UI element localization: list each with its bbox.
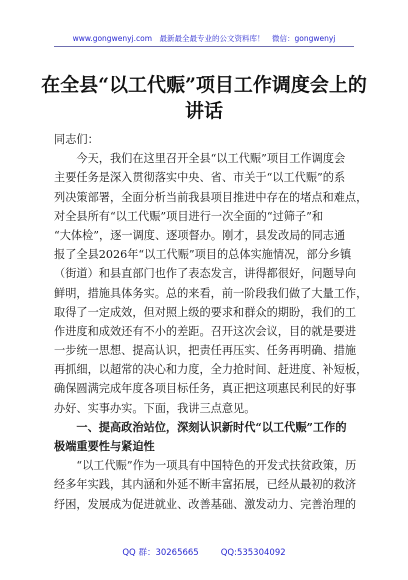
document-body: [54, 130, 368, 514]
body-line: 办好、实事办实。下面，我讲三点意见。: [54, 401, 256, 415]
body-line: 作进度和成效还有不小的差距。召开这次会议，目的就是要进: [54, 324, 357, 338]
body-line: “大体检”，逐一调度、逐项督办。刚才，县发改局的同志通: [54, 228, 346, 242]
body-line: “以工代赈”作为一项具有中国特色的开发式扶贫政策，历: [54, 459, 357, 473]
body-line: 报了全县2026年“以工代赈”项目的总体实施情况，部分乡镇: [54, 248, 352, 262]
body-line: 纾困，发展成为促进就业、改善基础、激发动力、完善治理的: [54, 497, 357, 511]
body-line: 对全县所有“以工代赈”项目进行一次全面的“过筛子”和: [54, 209, 324, 223]
body-line: 鲜明，措施具体务实。总的来看，前一阶段我们做了大量工作，: [54, 286, 368, 300]
site-footer: [0, 546, 408, 558]
section-heading: 一、提高政治站位，深刻认识新时代“以工代赈”工作的: [54, 419, 347, 434]
qq-group: QQ 群：30265665: [122, 548, 199, 558]
body-line: 取得了一定成效，但对照上级的要求和群众的期盼，我们的工: [54, 305, 357, 319]
body-line: 再抓细，以超常的决心和力度，全力抢时间、赶进度、补短板，: [54, 363, 368, 377]
title-line-1: 在全县“以工代赈”项目工作调度会上的: [41, 74, 367, 96]
header-divider: [54, 46, 354, 47]
title-line-2: 讲话: [184, 100, 223, 122]
body-line: 经多年实践，其内涵和外延不断丰富拓展，已经从最初的救济: [54, 478, 357, 492]
site-header: www.gongwenyj.com 最新最全最专业的公文资料库！ 微信：gongwenyj: [72, 34, 336, 43]
body-line: 列决策部署，全面分析当前我县项目推进中存在的堵点和难点，: [54, 190, 368, 204]
qq-contact: QQ:535304092: [220, 548, 286, 558]
salutation: 同志们：: [54, 133, 99, 146]
document-title: [40, 72, 368, 124]
body-line: 确保圆满完成年度各项目标任务，真正把这项惠民利民的好事: [54, 382, 357, 396]
body-line: 今天，我们在这里召开全县“以工代赈”项目工作调度会: [54, 152, 346, 166]
body-line: （街道）和县直部门也作了表态发言，讲得都很好，问题导向: [54, 267, 357, 281]
body-line: 主要任务是深入贯彻落实中央、省、市关于“以工代赈”的系: [54, 171, 346, 185]
section-heading-cont: 极端重要性与紧迫性: [54, 439, 155, 453]
body-line: 一步统一思想、提高认识，把责任再压实、任务再明确、措施: [54, 344, 357, 358]
